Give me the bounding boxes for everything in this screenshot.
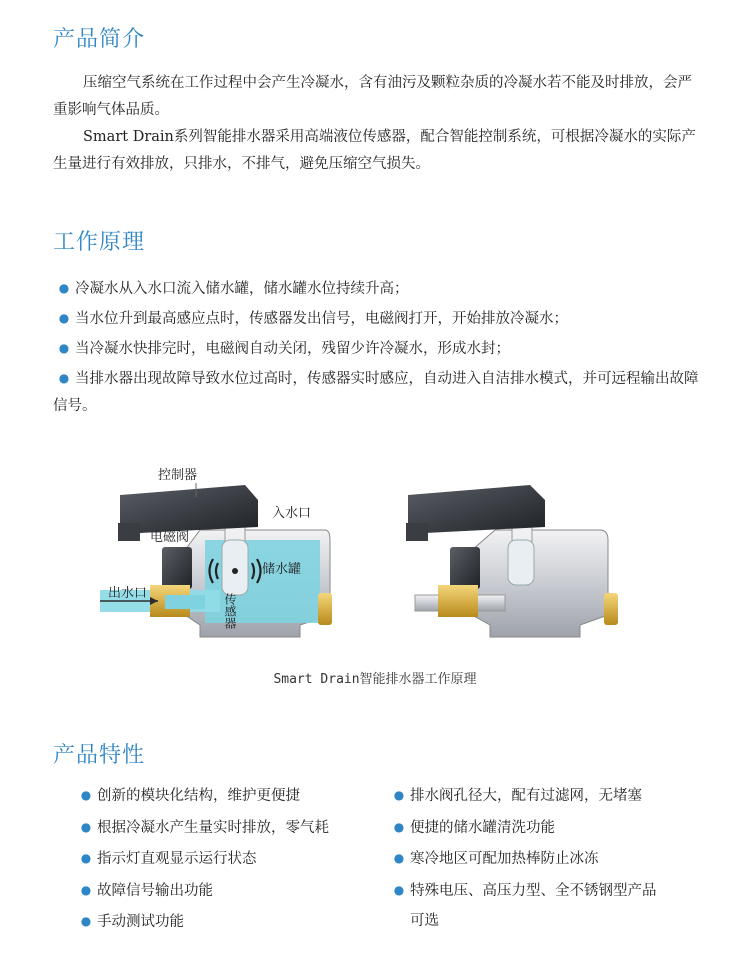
label-tank: 储水罐 [262,562,302,577]
list-item: ● 特殊电压、高压力型、全不锈钢型产品 [388,875,657,907]
bullet-icon: ● [80,788,92,802]
list-item: ● 手动测试功能 [75,906,329,938]
list-item: ● 当冷凝水快排完时，电磁阀自动关闭，残留少许冷凝水，形成水封； [53,335,703,363]
principle-list [53,275,703,422]
bullet-icon: ● [58,371,70,385]
bullet-icon: ● [393,788,405,802]
list-item: ● 创新的模块化结构，维护更便捷 [75,780,329,812]
list-item: ● 当水位升到最高感应点时，传感器发出信号，电磁阀打开，开始排放冷凝水； [53,305,703,333]
list-item: ● 指示灯直观显示运行状态 [75,843,329,875]
bullet-icon: ● [393,882,405,897]
list-item: ● 排水阀孔径大，配有过滤网，无堵塞 [388,780,657,812]
section-title-intro: 产品简介 [53,27,146,52]
diagram-right-unit [406,485,618,637]
label-controller: 控制器 [158,468,198,483]
intro-text [53,70,703,178]
features-left-list [75,780,329,938]
label-inlet: 入水口 [272,506,312,521]
list-item: ● 根据冷凝水产生量实时排放，零气耗 [75,812,329,844]
list-item: ● 冷凝水从入水口流入储水罐，储水罐水位持续升高； [53,275,703,303]
label-solenoid: 电磁阀 [150,530,190,545]
bullet-icon: ● [80,882,92,897]
bullet-icon: ● [393,851,405,865]
features-right-list [388,780,657,937]
intro-paragraph-2: Smart Drain系列智能排水器采用高端液位传感器，配合智能控制系统，可根据冷凝水的实际产生量进行有效排放，只排水，不排气，避免压缩空气损失。 [53,129,696,172]
diagram-left-unit [100,467,332,637]
controller-box [120,485,258,533]
section-title-features: 产品特性 [53,743,146,768]
drain-diagram [0,455,750,655]
list-item: ● 故障信号输出功能 [75,875,329,907]
list-item: ● 寒冷地区可配加热棒防止冰冻 [388,843,657,875]
intro-paragraph-1: 压缩空气系统在工作过程中会产生冷凝水，含有油污及颗粒杂质的冷凝水若不能及时排放，会严重影响气体品质。 [53,75,692,118]
bullet-icon: ● [80,914,92,928]
bullet-icon: ● [58,311,70,325]
section-title-principle: 工作原理 [53,230,146,255]
diagram-caption: Smart Drain智能排水器工作原理 [273,672,477,687]
solenoid-valve [162,547,192,589]
bullet-icon: ● [80,851,92,865]
list-item: ● 便捷的储水罐清洗功能 [388,812,657,844]
label-outlet: 出水口 [108,586,148,601]
list-item: 可选 [410,913,439,929]
list-item: ● 当排水器出现故障导致水位过高时，传感器实时感应，自动进入自洁排水模式，并可远程输出故障信号。 [53,365,703,420]
bullet-icon: ● [58,341,70,355]
bullet-icon: ● [393,819,405,834]
bullet-icon: ● [80,819,92,834]
label-sensor: 传感器 [223,593,237,629]
bullet-icon: ● [58,281,70,295]
